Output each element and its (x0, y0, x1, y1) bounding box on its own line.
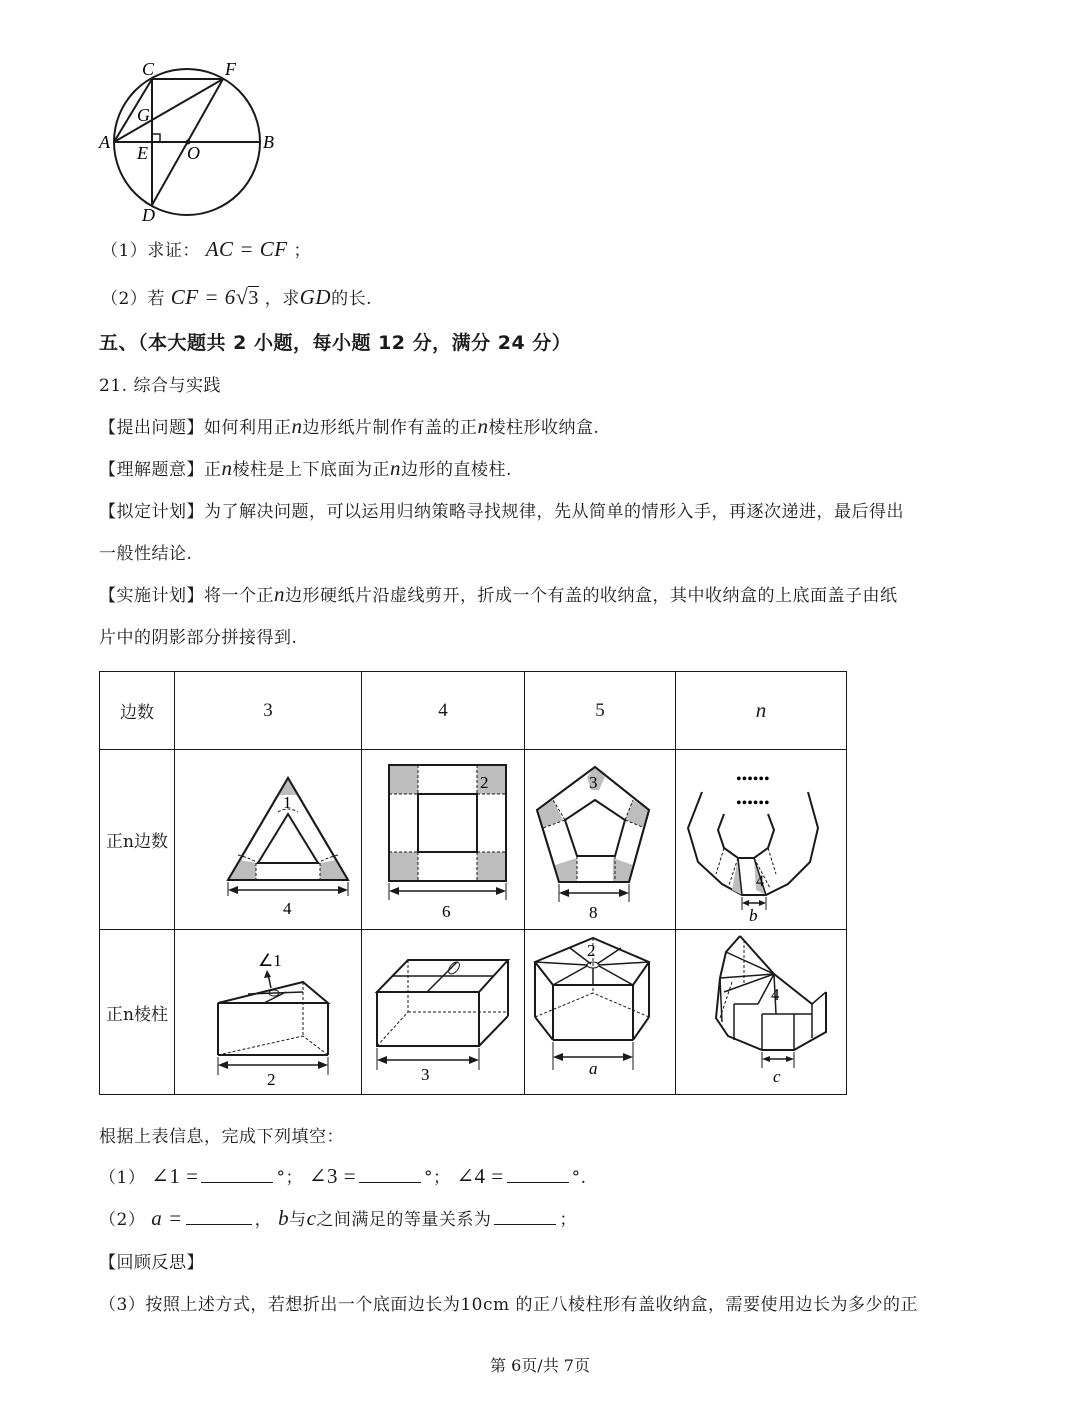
label-g: G (137, 105, 150, 125)
q21-understand (99, 455, 512, 481)
ask-label: 【提出问题】 (99, 418, 204, 438)
cell-triangular-prism (175, 930, 362, 1095)
q20-part2-mid: ，求 (264, 289, 300, 309)
cell-ngon-prism (676, 930, 847, 1095)
ngon-net-figure (676, 750, 846, 925)
a-label: a = (151, 1206, 183, 1230)
section-5-heading: 五、（本大题共 2 小题，每小题 12 分，满分 24 分） (99, 332, 572, 354)
triangle-net-figure (178, 750, 358, 925)
understand-label: 【理解题意】 (99, 460, 204, 480)
end-2: ； (559, 1210, 577, 1230)
q20-part1 (101, 236, 311, 262)
a-answer-blank[interactable] (186, 1206, 252, 1225)
dim-label-3: 3 (421, 1065, 430, 1084)
understand-n1: n (221, 456, 233, 480)
q20-part2-prefix: （2）若 (101, 289, 165, 309)
ask-text-c: 棱柱形收纳盒. (488, 418, 600, 438)
cell-ngon-net (676, 750, 847, 930)
q20-part2-sqrt-value: 3 (248, 287, 259, 309)
label-a: A (99, 132, 110, 152)
deg-3: ° (424, 1168, 434, 1188)
col-header-5: 5 (525, 672, 676, 750)
relation-answer-blank[interactable] (494, 1206, 556, 1225)
label-b: B (263, 132, 274, 152)
ngon-prism-figure (676, 930, 846, 1090)
plan-label: 【拟定计划】 (99, 502, 204, 522)
fill-p1-prefix: （1） (99, 1168, 146, 1188)
col-header-n (676, 672, 847, 750)
row-label-polygon: 正n边数 (100, 750, 175, 930)
understand-n2: n (390, 456, 401, 480)
ask-text-b: 边形纸片制作有盖的正 (302, 418, 478, 438)
square-net-figure (363, 750, 523, 925)
impl-text-a: 将一个正 (204, 586, 274, 606)
sep-2: ； (433, 1168, 451, 1188)
angle3-label: ∠3 = (308, 1164, 357, 1188)
q21-impl (99, 581, 898, 607)
cell-pentagonal-prism (525, 930, 676, 1095)
ellipsis-dots-2: •••••• (736, 795, 770, 812)
label-e: E (137, 143, 148, 163)
q20-part2 (101, 284, 372, 310)
ask-text-a: 如何利用正 (204, 418, 292, 438)
angle3-answer-blank[interactable] (359, 1164, 421, 1183)
angle4-answer-blank[interactable] (507, 1164, 569, 1183)
dim-label-4: 4 (283, 899, 292, 918)
deg-4: ° (571, 1168, 581, 1188)
cell-square-prism (362, 930, 525, 1095)
angle-mark-4: 4 (756, 873, 764, 890)
sep-1: ； (285, 1168, 303, 1188)
cell-triangle-net (175, 750, 362, 930)
q21-plan (99, 497, 904, 522)
understand-text-b: 棱柱是上下底面为正 (232, 460, 390, 480)
dim-label-c: c (773, 1067, 781, 1086)
q20-part2-math-cf: CF = 6 (170, 285, 236, 309)
fill-part1 (99, 1163, 587, 1189)
dim-label-6: 6 (442, 902, 451, 921)
ask-n2: n (477, 414, 489, 438)
triangular-prism-figure (178, 930, 358, 1090)
angle-mark-2: 2 (480, 773, 489, 792)
angle4-label: ∠4 = (456, 1164, 504, 1188)
page-footer: 第 6页/共 7页 (490, 1356, 590, 1375)
q20-part2-math-gd: GD (299, 285, 332, 309)
cell-pentagon-net (525, 750, 676, 930)
dim-label-8: 8 (589, 903, 598, 922)
angle-label-4: 4 (771, 985, 780, 1004)
header-label-cell: 边数 (100, 672, 175, 750)
angle-label-1: ∠1 (258, 951, 282, 970)
pentagonal-prism-figure (525, 930, 675, 1090)
q21-ask (99, 413, 599, 439)
with-text: 与 (289, 1210, 307, 1230)
relation-text: 之间满足的等量关系为 (316, 1210, 492, 1230)
circle-geometry-figure (95, 55, 295, 230)
b-var: b (278, 1206, 290, 1230)
impl-label: 【实施计划】 (99, 586, 204, 606)
fill-p2-prefix: （2） (99, 1210, 146, 1230)
fill-part2 (99, 1205, 577, 1231)
review-q3: （3）按照上述方式，若想折出一个底面边长为10cm 的正八棱柱形有盖收纳盒，需要使用边长为多少的正 (99, 1295, 918, 1315)
angle1-label: ∠1 = (151, 1164, 199, 1188)
dim-label-b: b (749, 906, 758, 925)
q21-plan-cont: 一般性结论. (99, 544, 193, 564)
label-c: C (142, 59, 155, 79)
impl-n: n (274, 582, 285, 606)
q21-impl-cont: 片中的阴影部分拼接得到. (99, 628, 298, 648)
label-f: F (225, 59, 236, 79)
comma: ， (254, 1210, 273, 1230)
understand-text-c: 边形的直棱柱. (401, 460, 512, 480)
understand-text-a: 正 (204, 460, 222, 480)
q20-part1-math: AC = CF (205, 237, 288, 261)
q20-part1-prefix: （1）求证： (101, 241, 200, 261)
c-var: c (306, 1206, 317, 1230)
col-header-3: 3 (175, 672, 362, 750)
polygon-prism-table (99, 671, 847, 1095)
fill-intro: 根据上表信息，完成下列填空： (99, 1127, 344, 1147)
angle1-answer-blank[interactable] (201, 1164, 273, 1183)
q20-part1-suffix: ； (293, 241, 311, 261)
col-header-4: 4 (362, 672, 525, 750)
col-header-n-text: n (755, 698, 767, 722)
angle-label-2: 2 (587, 941, 596, 960)
sqrt-icon: √ (235, 284, 249, 309)
impl-text-b: 边形硬纸片沿虚线剪开，折成一个有盖的收纳盒，其中收纳盒的上底面盖子由纸 (285, 586, 898, 606)
q20-part2-suffix: 的长. (331, 289, 372, 309)
dim-label-a: a (589, 1059, 598, 1078)
deg-1: ° (276, 1168, 286, 1188)
end-1: . (580, 1168, 587, 1188)
row-label-prism: 正n棱柱 (100, 930, 175, 1095)
square-prism-figure (363, 930, 523, 1090)
angle-mark-1: 1 (283, 793, 292, 812)
label-d: D (142, 205, 155, 225)
pentagon-net-figure (525, 750, 675, 925)
cell-square-net (362, 750, 525, 930)
dim-label-2: 2 (267, 1070, 276, 1089)
ask-n1: n (291, 414, 303, 438)
plan-text-1: 为了解决问题，可以运用归纳策略寻找规律，先从简单的情形入手，再逐次递进，最后得出 (204, 502, 904, 522)
q21-title: 21. 综合与实践 (99, 376, 221, 396)
label-o: O (187, 143, 200, 163)
review-label: 【回顾反思】 (99, 1253, 204, 1273)
ellipsis-dots-1: •••••• (736, 771, 770, 788)
angle-mark-3: 3 (589, 773, 598, 792)
